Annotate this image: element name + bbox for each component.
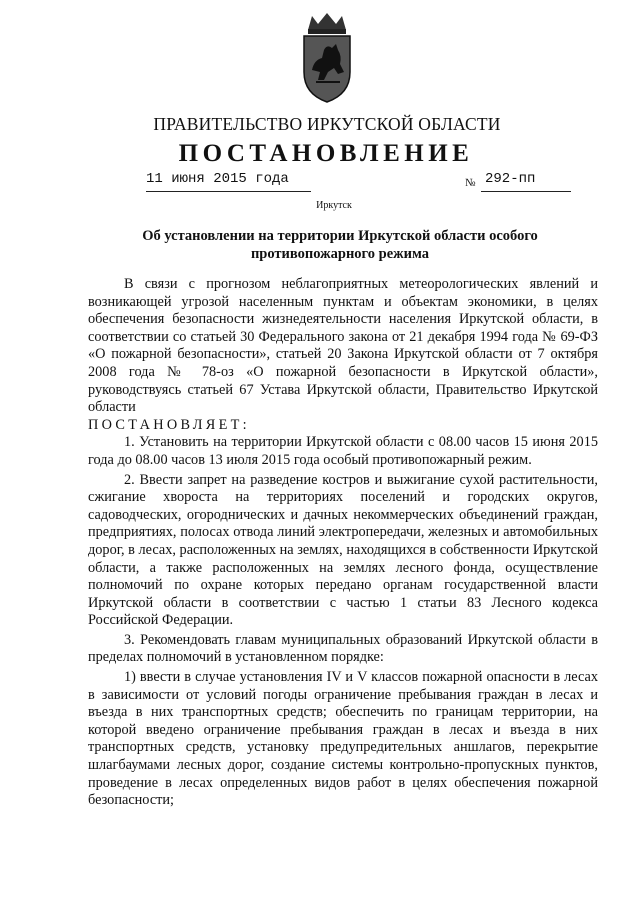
preamble-paragraph: В связи с прогнозом неблагоприятных метеорологических явлений и возникающей угрозой населенным пунктам и объектам экономики, в целях обеспечения безопасности жизнедеятельности населения Иркутской области, в соответствии со статьей 30 Федерального закона от 21 декабря 1994 года № 69-ФЗ «О пожарной безопасности», статьей 20 Закона Иркутской области от 7 октября 2008 года № 78-оз «О пожарной безопасности в Иркутской области», руководствуясь статьей 67 Устава Иркутской области, Правительство Иркутской области: [88, 276, 598, 416]
number-field: [481, 171, 571, 192]
number-sign: №: [465, 177, 476, 189]
city-name: Иркутск: [316, 200, 352, 211]
item-2-paragraph: 2. Ввести запрет на разведение костров и выжигание сухой растительности, сжигание хвороста на территориях поселений и городских округов, садоводческих, огороднических и дачных некоммерческих объединений граждан, предприятиях, полосах отвода линий электропередачи, железных и автомобильных дорог, в лесах, расположенных на землях, находящихся в собственности Иркутской области, а также расположенных на землях лесного фонда, осуществление полномочий по охране которых передано органам государственной власти Иркутской области в соответствии с частью 1 статьи 83 Лесного кодекса Российской Федерации.: [88, 471, 598, 629]
irkutsk-coat-of-arms-icon: [296, 10, 358, 104]
document-title: Об установлении на территории Иркутской области особого противопожарного режима: [142, 228, 538, 262]
item-1-paragraph: 1. Установить на территории Иркутской области с 08.00 часов 15 июня 2015 года до 08.00 часов 13 июля 2015 года особый противопожарный режим.: [88, 434, 598, 468]
organization-name: ПРАВИТЕЛЬСТВО ИРКУТСКОЙ ОБЛАСТИ: [153, 114, 501, 134]
document-date: 11 июня 2015 года: [146, 171, 289, 187]
resolves-heading: ПОСТАНОВЛЯЕТ:: [88, 416, 250, 433]
document-body: [88, 276, 598, 810]
document-number: 292-пп: [485, 171, 536, 187]
date-field: [146, 171, 311, 192]
item-3-1-paragraph: 1) ввести в случае установления IV и V классов пожарной опасности в лесах в зависимости от условий погоды ограничение пребывания граждан в лесах и въезда в них транспортных средств; обеспечить по границам территории, на которой введено ограничение пребывания граждан в лесах и въезда в них транспортных средств, установку предупредительных аншлагов, перекрытие шлагбаумами лесных дорог, создание системы контрольно-пропускных пунктов, проведение в лесах определенных видов работ в целях обеспечения пожарной безопасности;: [88, 669, 598, 809]
document-type: ПОСТАНОВЛЕНИЕ: [178, 140, 474, 167]
item-3-paragraph: 3. Рекомендовать главам муниципальных образований Иркутской области в пределах полномочий в установленном порядке:: [88, 631, 598, 666]
